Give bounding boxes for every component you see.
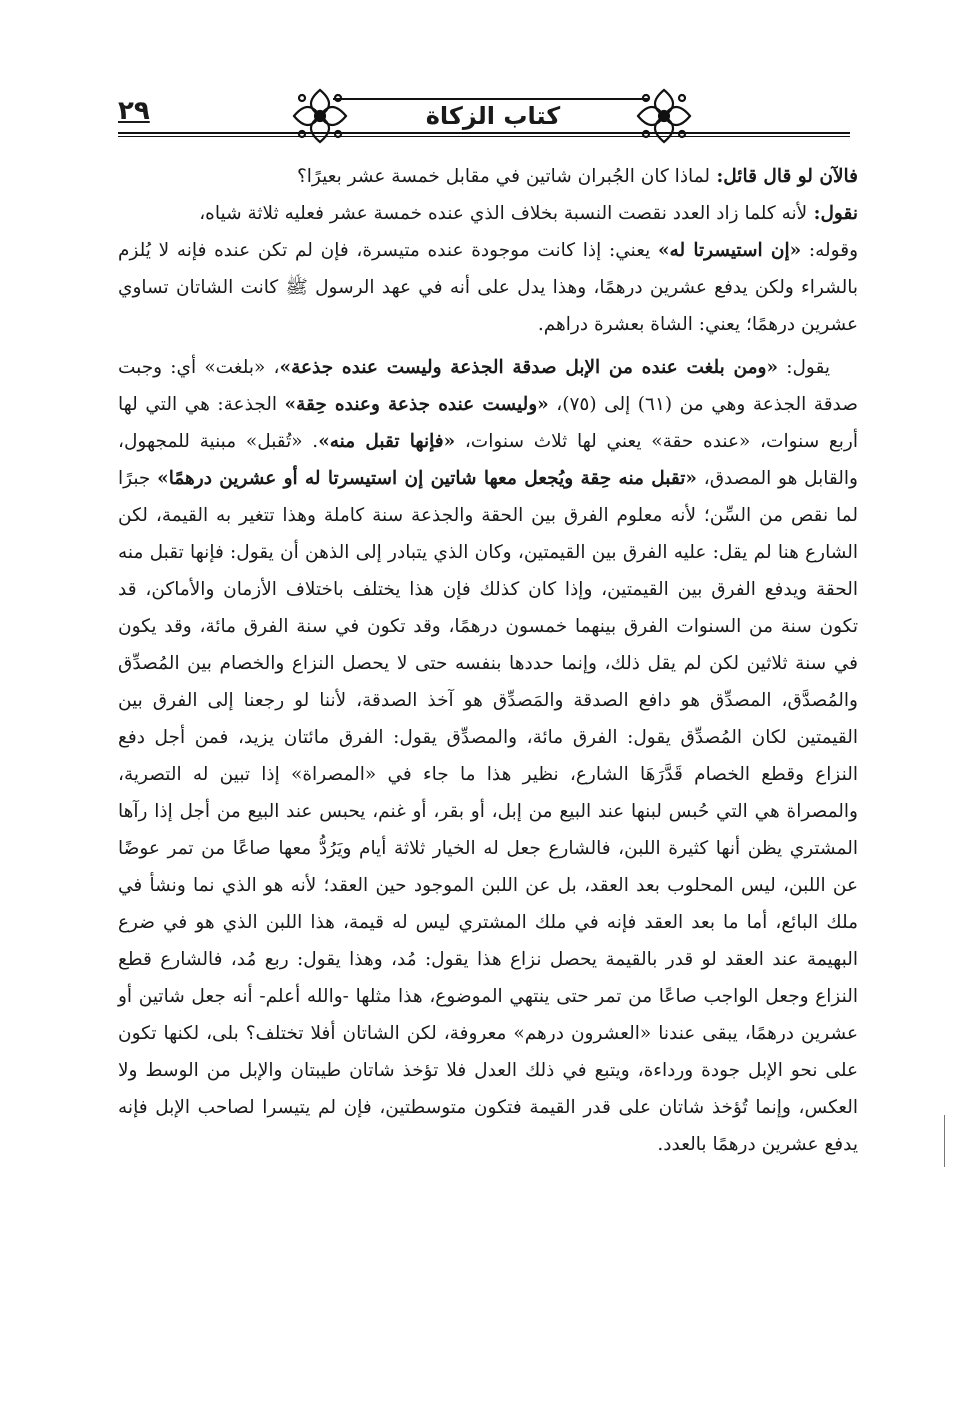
text-run: يعني: إذا كانت موجودة عنده متيسرة، فإن لم تكن عنده فإنه لا يُلزم بالشراء ولكن يدفع عشرين درهمًا، وهذا يدل على أنه في عهد الرسول ﷺ كانت الشاتان تساوي عشرين درهمًا؛ يعني: الشاة بعشرة دراهم.: [118, 240, 858, 335]
paragraph: [118, 349, 858, 1163]
text-run: يقول:: [778, 357, 830, 378]
text-run: «فإنها تقبل منه»: [318, 431, 456, 452]
text-run: «تقبل منه حِقة ويُجعل معها شاتين إن استيسرتا له أو عشرين درهمًا»: [157, 468, 697, 489]
text-run: . «تُقبل» مبنية للمجهول، والقابل هو المصدق،: [118, 431, 858, 489]
header-underline-thin: [118, 136, 850, 137]
ornament-icon: [290, 86, 350, 146]
header-rule: [333, 98, 648, 100]
text-run: لماذا كان الجُبران شاتين في مقابل خمسة عشر بعيرًا؟: [296, 166, 711, 187]
page-number: ٢٩: [118, 96, 150, 126]
ornament-icon: [634, 86, 694, 146]
paragraph: [118, 195, 858, 232]
text-run: نقول:: [807, 203, 858, 224]
header-underline: [118, 132, 850, 134]
page-header: [118, 86, 850, 156]
text-run: لأنه كلما زاد العدد نقصت النسبة بخلاف الذي عنده خمسة عشر فعليه ثلاثة شياه،: [199, 203, 808, 224]
paragraph: [118, 232, 858, 343]
body-text: [118, 158, 858, 1163]
text-run: جبرًا لما نقص من السِّن؛ لأنه معلوم الفرق بين الحقة والجذعة سنة كاملة وهذا تتغير به القيمة، لكن الشارع هنا لم يقل: عليه الفرق بين القيمتين، وكان الذي يتبادر إلى الذهن أن يقول: فإنها تقبل منه الحقة ويدفع الفرق بين القيمتين، وإذا كان كذلك فإن هذا يختلف باختلاف الأزمان والأماكن، قد تكون سنة من السنوات الفرق بينهما خمسون درهمًا، وقد تكون في سنة الفرق مائة، وقد يكون في سنة ثلاثين لكن لم يقل ذلك، وإنما حددها بنفسه حتى لا يحصل النزاع والخصام بين المُصدِّق والمُصدَّق، المصدِّق هو دافع الصدقة والمَصدِّق هو آخذ الصدقة، لأننا لو رجعنا إلى الفرق بين القيمتين لكان المُصدِّق يقول: الفرق مائة، والمصدِّق يقول: الفرق مائتان يزيد، فمن أجل دفع النزاع وقطع الخصام قَدَّرَهَا الشارع، نظير هذا ما جاء في «المصراة» إذا تبين له التصرية، والمصراة هي التي حُبس لبنها عند البيع من إبل، أو بقر، أو غنم، يحبس عند البيع من أجل إذا رآها المشتري يظن أنها كثيرة اللبن، فالشارع جعل له الخيار ثلاثة أيام ويَرُدُّ معها صاعًا من تمر عوضًا عن اللبن، ليس المحلوب بعد العقد، بل عن اللبن الموجود حين العقد؛ لأنه هو الذي نما ونشأ في ملك البائع، أما ما بعد العقد فإنه في ملك المشتري ليس له قيمة، هذا اللبن الذي هو في ضرع البهيمة عند العقد لو قدر بالقيمة يحصل نزاع هذا يقول: مُد، وهذا يقول: ربع مُد، فالشارع قطع النزاع وجعل الواجب صاعًا من تمر حتى ينتهي الموضوع، هذا مثلها -والله أعلم- أنه جعل شاتين أو عشرين درهمًا، يبقى عندنا «العشرون درهم» معروفة، لكن الشاتان أفلا تختلف؟ بلى، لكنها تكون على نحو الإبل جودة ورداءة، ويتبع في ذلك العدل فلا تؤخذ شاتان طيبتان والإبل من الوسط ولا العكس، وإنما تُؤخذ شاتان على قدر القيمة فتكون متوسطتين، فإن لم يتيسرا لصاحب الإبل فإنه يدفع عشرين درهمًا بالعدد.: [118, 468, 858, 1155]
margin-pencil-mark: [944, 1115, 945, 1167]
text-run: ، «بلغت» أي: وجبت صدقة الجذعة وهي من (٦١) إلى (٧٥)،: [118, 357, 858, 415]
text-run: وقوله:: [801, 240, 859, 261]
text-run: «إن استيسرتا له»: [657, 240, 802, 261]
text-run: الجذعة: هي التي لها أربع سنوات، «عنده حقة» يعني لها ثلاث سنوات،: [118, 394, 858, 452]
paragraph: [118, 158, 858, 195]
text-run: «ومن بلغت عنده من الإبل صدقة الجذعة وليست عنده جذعة»: [279, 357, 779, 378]
running-title: كتاب الزكاة: [425, 102, 561, 130]
text-run: فالآن لو قال قائل:: [710, 166, 858, 187]
text-run: «وليست عنده جذعة وعنده حِقة»: [284, 394, 549, 415]
